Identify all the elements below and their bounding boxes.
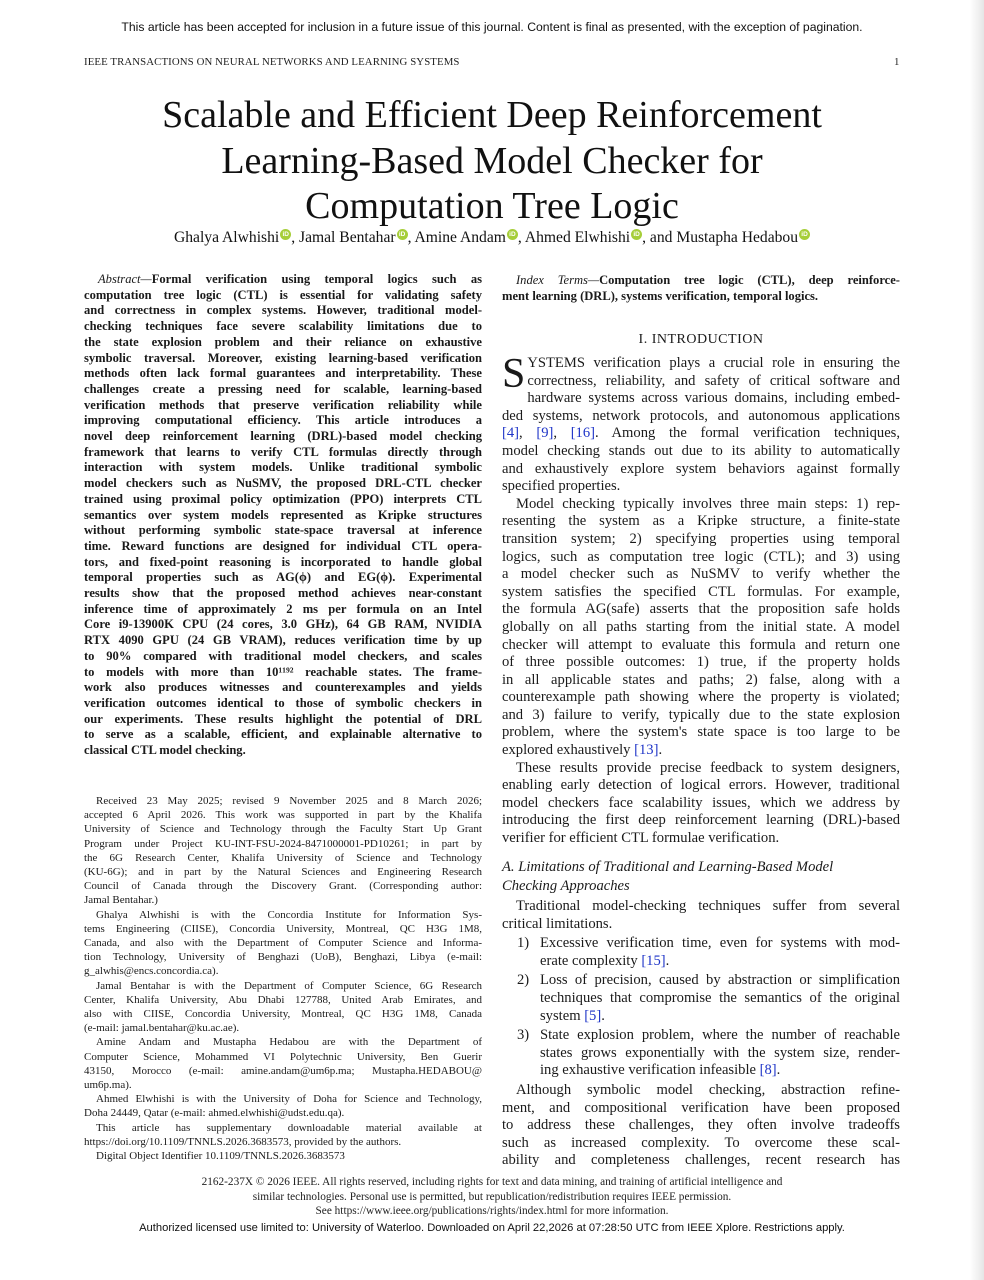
text-line: to address these challenges, they often involve tradeoffs	[502, 1117, 900, 1134]
abstract-line: Core i9-13900K CPU (24 cores, 3.0 GHz), 64 GB RAM, NVIDIA	[84, 617, 482, 632]
footnote-line: Amine Andam and Mustapha Hedabou are with the Department of	[96, 1036, 482, 1049]
abstract-line: trained using proximal policy optimization (PPO) interprets CTL	[84, 491, 482, 506]
footnote-line: Doha 24449, Qatar (e-mail: ahmed.elwhishi@udst.edu.qa).	[84, 1107, 345, 1120]
item-number: 1)	[517, 935, 530, 952]
text-line: These results provide precise feedback to system designers,	[516, 759, 900, 776]
limitations-text	[502, 898, 900, 1170]
text-line: hardware systems across various domains, including embed-	[527, 390, 900, 407]
copyright-line: 2162-237X © 2026 IEEE. All rights reserved, including rights for text and data mining, and training of artificial intelligence and	[201, 1176, 783, 1188]
authorized-use-notice: Authorized licensed use limited to: University of Waterloo. Downloaded on April 22,2026 at 07:28:50 UTC from IEEE Xplore. Restrictions apply.	[139, 1222, 845, 1234]
footnote-line: Canada, and also with the Department of Computer Science and Informa-	[84, 937, 482, 950]
footnote-line: um6p.ma).	[84, 1079, 132, 1092]
copyright-line: See https://www.ieee.org/publications/rights/index.html for more information.	[315, 1205, 669, 1218]
text-line: ment, and compositional verification have been proposed	[502, 1099, 900, 1116]
text-line: such as increased complexity. To overcome these scal-	[502, 1134, 900, 1151]
index-terms-line: ment learning (DRL), systems verification, temporal logics.	[502, 288, 819, 303]
citation-link[interactable]: [4]	[502, 425, 520, 442]
orcid-icon[interactable]: iD	[397, 229, 408, 240]
text-line: and exhaustively explore system behaviors against formally	[502, 460, 900, 477]
text-line: and 3) failure to verify, typically due to the state explosion	[502, 706, 900, 723]
enumerated-item	[502, 935, 900, 970]
title-line: Learning-Based Model Checker for	[221, 139, 763, 182]
text-line: Although symbolic model checking, abstraction refine-	[516, 1081, 900, 1098]
abstract-line: verification methods that preserve verification reliability while	[84, 397, 482, 412]
abstract-line: semantics over system models represented as Kripke structures	[84, 507, 482, 522]
text-line: critical limitations.	[502, 915, 613, 932]
item-number: 3)	[517, 1027, 530, 1044]
footnote-line: University of Science and Technology through the Faculty Start Up Grant	[84, 823, 482, 836]
abstract-line: to 90% compared with traditional model checkers, and scales	[84, 648, 482, 663]
footnote-line: the 6G Research Center, Khalifa University of Science and Technology	[84, 851, 482, 864]
text-line: resenting the system as a Kripke structure, a finite-state	[502, 513, 900, 530]
text-line: erate complexity [15].	[540, 952, 670, 969]
text-line: ing exhaustive verification infeasible [8].	[540, 1062, 781, 1079]
index-terms	[502, 273, 900, 304]
footnote-line: Computer Science, Mohammed VI Polytechnic University, Ben Guerir	[84, 1050, 482, 1063]
text-line: introducing the first deep reinforcement learning (DRL)-based	[502, 812, 900, 829]
abstract-line: checking techniques face severe scalability limitations due to	[84, 319, 482, 334]
text-line: Excessive verification time, even for systems with mod-	[540, 935, 900, 952]
text-line: of three possible outcomes: 1) true, if the property holds	[502, 654, 900, 671]
author-list	[0, 229, 984, 247]
orcid-icon[interactable]: iD	[799, 229, 810, 240]
abstract-line: the state explosion problem and their reliance on exhaustive	[84, 334, 482, 349]
text-line: checker will attempt to evaluate this formula and return one	[502, 636, 900, 653]
footnote-line: Council of Canada through the Discovery Grant. (Corresponding author:	[84, 880, 482, 893]
enumerated-item	[502, 972, 900, 1025]
text-line: the formula AG(safe) asserts that the proposition safe holds	[502, 601, 900, 618]
item-number: 2)	[517, 972, 530, 989]
subsection-line: A. Limitations of Traditional and Learning-Based Model	[502, 859, 834, 875]
text-line: YSTEMS verification plays a crucial role in ensuring the	[527, 355, 900, 371]
abstract-line: interaction with system models. Unlike traditional symbolic	[84, 460, 482, 475]
footnote-line: Ahmed Elwhishi is with the University of Doha for Science and Technology,	[96, 1093, 482, 1106]
title-line: Scalable and Efficient Deep Reinforcement	[162, 94, 822, 136]
text-line: ded systems, network protocols, and autonomous applications	[502, 407, 900, 424]
abstract-line: without performing symbolic state-space traversal at inference	[84, 523, 482, 538]
text-line: model checkers face scalability issues, which we address by	[502, 794, 900, 811]
footnote-line: This article has supplementary downloadable material available at	[96, 1121, 482, 1134]
copyright-notice	[0, 1175, 984, 1219]
author-name: Amine Andam	[414, 229, 506, 247]
author-separator: ,	[407, 229, 415, 247]
author-name: Jamal Bentahar	[299, 229, 396, 247]
orcid-icon[interactable]: iD	[507, 229, 518, 240]
footnote-line: 43150, Morocco (e-mail: amine.andam@um6p.ma; Mustapha.HEDABOU@	[84, 1064, 482, 1077]
footnote-line: Program under Project KU-INT-FSU-2024-8471000001-PD10261; in part by	[84, 837, 482, 850]
abstract-line: results show that the proposed method achieves near-constant	[84, 586, 482, 601]
text-line: [4], [9], [16]. Among the formal verification techniques,	[502, 425, 900, 442]
paper-title	[0, 93, 984, 230]
index-terms-line: Index Terms—Computation tree logic (CTL), deep reinforce-	[516, 273, 900, 287]
footnote-line: Received 23 May 2025; revised 9 November 2025 and 8 March 2026;	[96, 795, 482, 807]
abstract-line: to models with more than 10¹¹⁹² reachable states. The frame-	[84, 664, 482, 679]
citation-link[interactable]: [13]	[634, 742, 659, 759]
text-line: specified properties.	[502, 478, 621, 495]
citation-link[interactable]: [16]	[570, 425, 596, 442]
text-line: State explosion problem, where the number of reachable	[540, 1027, 900, 1044]
footnote-line: g_alwhis@encs.concordia.ca).	[84, 965, 219, 978]
footnote-line: Center, Khalifa University, Abu Dhabi 127788, United Arab Emirates, and	[84, 993, 482, 1006]
orcid-icon[interactable]: iD	[631, 229, 642, 240]
index-terms-label: Index Terms—	[516, 273, 600, 287]
section-heading: I. INTRODUCTION	[638, 332, 764, 347]
footnote-line: also with CIISE, Concordia University, Montreal, QC H3G 1M8, Canada	[84, 1008, 482, 1021]
text-line: techniques that compromise the semantics of the original	[540, 989, 900, 1006]
abstract-line: tors, and fixed-point reasoning is incorporated to handle global	[84, 554, 482, 569]
acceptance-banner: This article has been accepted for inclusion in a future issue of this journal. Content is final as presented, with the exception of pagination.	[121, 20, 863, 34]
paragraph	[502, 351, 900, 496]
abstract-line: symbolic traversal. Moreover, existing learning-based verification	[84, 350, 482, 365]
footnote-line: tion Technology, University of Benghazi (UoB), Benghazi, Libya (e-mail:	[84, 951, 482, 964]
text-line: transition system; 2) specifying properties using temporal	[502, 530, 900, 547]
abstract-line: work also produces witnesses and counterexamples and yields	[84, 680, 482, 695]
abstract-line: time. Reward functions are designed for individual CTL opera-	[84, 538, 482, 553]
abstract-label: Abstract—	[98, 272, 152, 286]
abstract-line: novel deep reinforcement learning (DRL)-based model checking	[84, 429, 482, 444]
author-separator: ,	[517, 229, 525, 247]
text-line: explored exhaustively [13].	[502, 742, 663, 759]
footnote-line: (e-mail: jamal.bentahar@ku.ac.ae).	[84, 1022, 240, 1035]
abstract-line: RTX 4090 GPU (24 GB VRAM), reduces verification time by up	[84, 633, 482, 648]
text-line: Loss of precision, caused by abstraction or simplification	[540, 972, 900, 989]
abstract-line: classical CTL model checking.	[84, 743, 246, 758]
author-name: Ghalya Alwhishi	[173, 229, 280, 247]
subsection-line: Checking Approaches	[502, 878, 630, 894]
abstract-line: our experiments. These results highlight the potential of DRL	[84, 711, 482, 726]
footnote-block	[84, 794, 482, 1163]
text-line: correctness, reliability, and safety of critical software and	[527, 372, 900, 389]
citation-link[interactable]: [9]	[536, 425, 554, 442]
footnote-line: Jamal Bentahar is with the Department of Computer Science, 6G Research	[96, 979, 482, 992]
abstract	[84, 272, 482, 759]
text-line: Model checking typically involves three main steps: 1) rep-	[516, 495, 900, 512]
text-line: model checking stands out due to its ability to automatically	[502, 442, 900, 459]
title-line: Computation Tree Logic	[305, 185, 679, 227]
text-line: system [5].	[540, 1007, 605, 1024]
footnote-line: (KU-6G); and in part by the Natural Sciences and Engineering Research	[84, 866, 482, 879]
citation-link[interactable]: [8]	[759, 1062, 777, 1079]
footnote-line: tems Engineering (CIISE), Concordia University, Montreal, QC H3G 1M8,	[84, 922, 482, 935]
abstract-line: improving computational efficiency. This article introduces a	[84, 413, 482, 428]
running-head: IEEE TRANSACTIONS ON NEURAL NETWORKS AND LEARNING SYSTEMS	[84, 56, 460, 68]
author-separator: ,	[291, 229, 300, 247]
text-line: counterexample path showing where the property is violated;	[502, 689, 900, 706]
abstract-line: challenges create a pressing need for scalable, learning-based	[84, 381, 482, 396]
abstract-line: computation tree logic (CTL) is essential for validating safety	[84, 287, 482, 302]
abstract-line: to serve as a scalable, efficient, and explainable alternative to	[84, 727, 482, 742]
text-line: Traditional model-checking techniques suffer from several	[516, 898, 900, 914]
citation-link[interactable]: [5]	[584, 1007, 602, 1024]
abstract-line: methods often lack formal guarantees and interpretability. These	[84, 366, 482, 381]
abstract-line: verification outcomes identical to those of symbolic checkers in	[84, 695, 482, 710]
enumerated-item	[502, 1027, 900, 1080]
text-line: in all applicable states and paths; 2) false, along with a	[502, 671, 900, 688]
footnote-line: Jamal Bentahar.)	[84, 894, 158, 907]
subsection-heading	[502, 858, 900, 896]
text-line: logics, such as computation tree logic (CTL); and 3) using	[502, 548, 900, 565]
abstract-line: and correctness in complex systems. However, traditional model-	[84, 303, 482, 318]
text-line: problem, where the system's state space is too large to be	[502, 724, 900, 741]
footnote-line: accepted 6 April 2026. This work was supported in part by the Khalifa	[84, 809, 482, 822]
text-line: verifier for efficient CTL formulae verification.	[502, 830, 780, 847]
author-name: Ahmed Elwhishi	[524, 229, 631, 247]
text-line: a model checker such as NuSMV to verify whether the	[502, 566, 900, 583]
abstract-line: temporal properties such as AG(ϕ) and EG(ϕ). Experimental	[84, 570, 482, 585]
abstract-line: inference time of approximately 2 ms per formula on an Intel	[84, 601, 482, 616]
footnote-line: Digital Object Identifier 10.1109/TNNLS.2026.3683573	[96, 1150, 345, 1163]
author-name: Mustapha Hedabou	[676, 229, 799, 247]
text-line: states grows exponentially with the system size, render-	[540, 1044, 900, 1061]
paragraph	[502, 496, 900, 760]
text-line: globally on all paths starting from the initial state. A model	[502, 618, 900, 635]
abstract-line: framework that learns to verify CTL formulas directly through	[84, 444, 482, 459]
text-line: system satisfies the specified CTL formulas. For example,	[502, 583, 900, 600]
abstract-line: model checkers such as NuSMV, the proposed DRL-CTL checker	[84, 476, 482, 491]
footnote-line: https://doi.org/10.1109/TNNLS.2026.3683573, provided by the authors.	[84, 1135, 402, 1148]
copyright-line: similar technologies. Personal use is permitted, but republication/redistribution requires IEEE permission.	[252, 1190, 732, 1203]
text-line: ability and completeness challenges, recent research has	[502, 1152, 900, 1169]
page-number: 1	[894, 56, 900, 68]
drop-cap: S	[502, 351, 526, 397]
abstract-line: Abstract—Formal verification using temporal logics such as	[98, 272, 482, 286]
text-line: enabling early detection of logical errors. However, traditional	[502, 777, 900, 794]
introduction-text	[502, 351, 900, 848]
orcid-icon[interactable]: iD	[280, 229, 291, 240]
author-separator: , and	[642, 229, 677, 247]
citation-link[interactable]: [15]	[641, 952, 666, 969]
footnote-line: Ghalya Alwhishi is with the Concordia Institute for Information Sys-	[96, 908, 482, 921]
paragraph	[502, 760, 900, 848]
